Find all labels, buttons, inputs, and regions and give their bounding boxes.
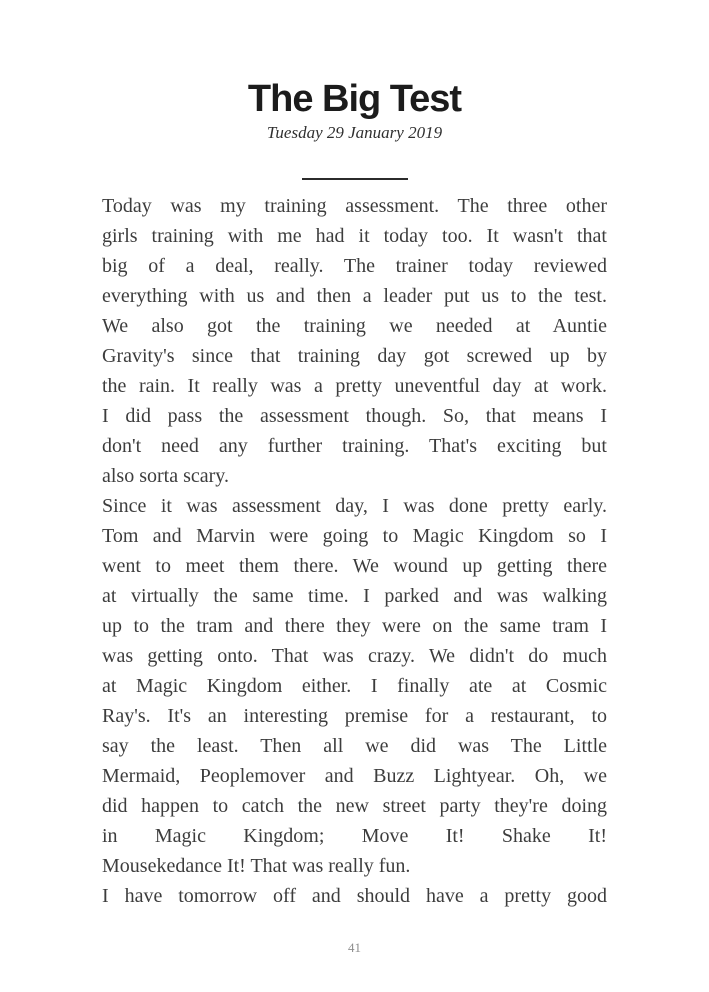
body-line: did happen to catch the new street party they're doing: [102, 795, 607, 817]
body-line: We also got the training we needed at Auntie: [102, 315, 607, 337]
body-line: at virtually the same time. I parked and was walking: [102, 585, 607, 607]
body-line: at Magic Kingdom either. I finally ate at Cosmic: [102, 675, 607, 697]
body-line: in Magic Kingdom; Move It! Shake It!: [102, 825, 607, 847]
body-line: also sorta scary.: [102, 465, 229, 487]
body-line: I did pass the assessment though. So, that means I: [102, 405, 607, 427]
body-line: big of a deal, really. The trainer today reviewed: [102, 255, 607, 277]
body-line: everything with us and then a leader put us to the test.: [102, 285, 607, 307]
entry-header: [0, 0, 709, 144]
body-line: I have tomorrow off and should have a pretty good: [102, 885, 607, 907]
entry-body: [102, 191, 607, 911]
body-line: Today was my training assessment. The three other: [102, 195, 607, 217]
entry-title: The Big Test: [247, 78, 462, 120]
body-line: Ray's. It's an interesting premise for a restaurant, to: [102, 705, 607, 727]
body-line: say the least. Then all we did was The Little: [102, 735, 607, 757]
body-line: Mousekedance It! That was really fun.: [102, 855, 411, 877]
section-divider: [302, 178, 408, 180]
body-line: Tom and Marvin were going to Magic Kingdom so I: [102, 525, 607, 547]
page-number: 41: [348, 940, 361, 955]
body-line: went to meet them there. We wound up getting there: [102, 555, 607, 577]
body-line: Gravity's since that training day got screwed up by: [102, 345, 607, 367]
body-line: was getting onto. That was crazy. We didn't do much: [102, 645, 607, 667]
body-line: up to the tram and there they were on the same tram I: [102, 615, 607, 637]
body-line: girls training with me had it today too. It wasn't that: [102, 225, 607, 247]
entry-date: Tuesday 29 January 2019: [266, 123, 443, 142]
body-line: Mermaid, Peoplemover and Buzz Lightyear. Oh, we: [102, 765, 607, 787]
body-line: Since it was assessment day, I was done pretty early.: [102, 495, 607, 517]
body-line: the rain. It really was a pretty uneventful day at work.: [102, 375, 607, 397]
body-line: don't need any further training. That's exciting but: [102, 435, 607, 457]
